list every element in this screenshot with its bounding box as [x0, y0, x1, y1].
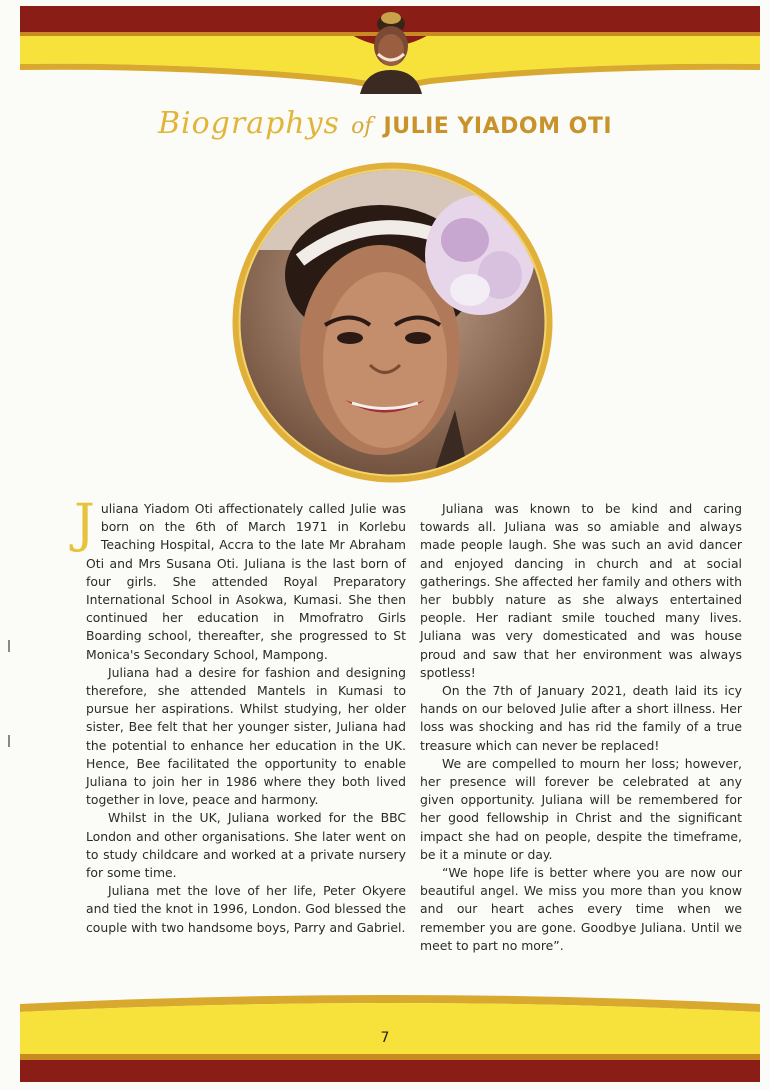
paragraph-5: Juliana was known to be kind and caring towards all. Juliana was so amiable and always made people laugh. She was such an avid dancer and enjoyed dancing in church and at social gatherings. She affected her family and others with her bubbly nature as she always entertained people. Her radiant smile touched many lives. Juliana was very domesticated and was house proud and saw that her environment was always spotless! [420, 501, 742, 680]
title-name: JULIE YIADOM OTI [383, 114, 613, 139]
paragraph-7: We are compelled to mourn her loss; however, her presence will forever be celebrated at any given opportunity. Juliana will be remembered for her good fellowship in Christ and the significant impact she had on people, despite the timeframe, be it a minute or day. [420, 755, 742, 862]
page-title [0, 106, 770, 141]
paragraph-8: “We hope life is better where you are now our beautiful angel. We miss you more than you know and our heart aches every time when we remember you are gone. Goodbye Juliana. Until we meet to part no more”. [420, 865, 742, 953]
paragraph-6: On the 7th of January 2021, death laid its icy hands on our beloved Julie after a short illness. Her loss was shocking and has rid the family of a true treasure which can never be replaced! [420, 683, 742, 753]
paragraph-4: Juliana met the love of her life, Peter Okyere and tied the knot in 1996, London. God blessed the couple with two handsome boys, Parry and Gabriel. [86, 883, 406, 935]
drop-cap: J [74, 494, 95, 554]
biography-right-column [420, 500, 742, 955]
title-connector: of [351, 114, 373, 139]
paragraph-text: uliana Yiadom Oti affectionately called Julie was born on the 6th of March 1971 in Korlebu Teaching Hospital, Accra to the late Mr Abraham Oti and Mrs Susana Oti. Juliana is the last born of four girls. She attended Royal Preparatory International School in Asokwa, Kumasi. She then continued her education in Mmofratro Girls Boarding school, thereafter, she progressed to St Monica's Secondary School, Mampong. [86, 501, 406, 662]
paragraph-3: Whilst in the UK, Juliana worked for the BBC London and other organisations. She later went on to study childcare and worked at a private nursery for some time. [86, 810, 406, 881]
paragraph-2: Juliana had a desire for fashion and designing therefore, she attended Mantels in Kumasi to pursue her aspirations. Whilst studying, her older sister, Bee felt that her younger sister, Juliana had the potential to enhance her education in the UK. Hence, Bee facilitated the opportunity to enable Juliana to join her in 1986 where they both lived together in love, peace and harmony. [86, 664, 406, 808]
title-script: Biographys [157, 106, 340, 141]
margin-mark [8, 735, 10, 747]
biography-left-column [74, 494, 406, 937]
page-number: 7 [380, 1030, 390, 1046]
paragraph-1 [74, 494, 406, 664]
portrait-photo [230, 160, 555, 485]
header-portrait [356, 6, 426, 94]
margin-mark [8, 640, 10, 652]
